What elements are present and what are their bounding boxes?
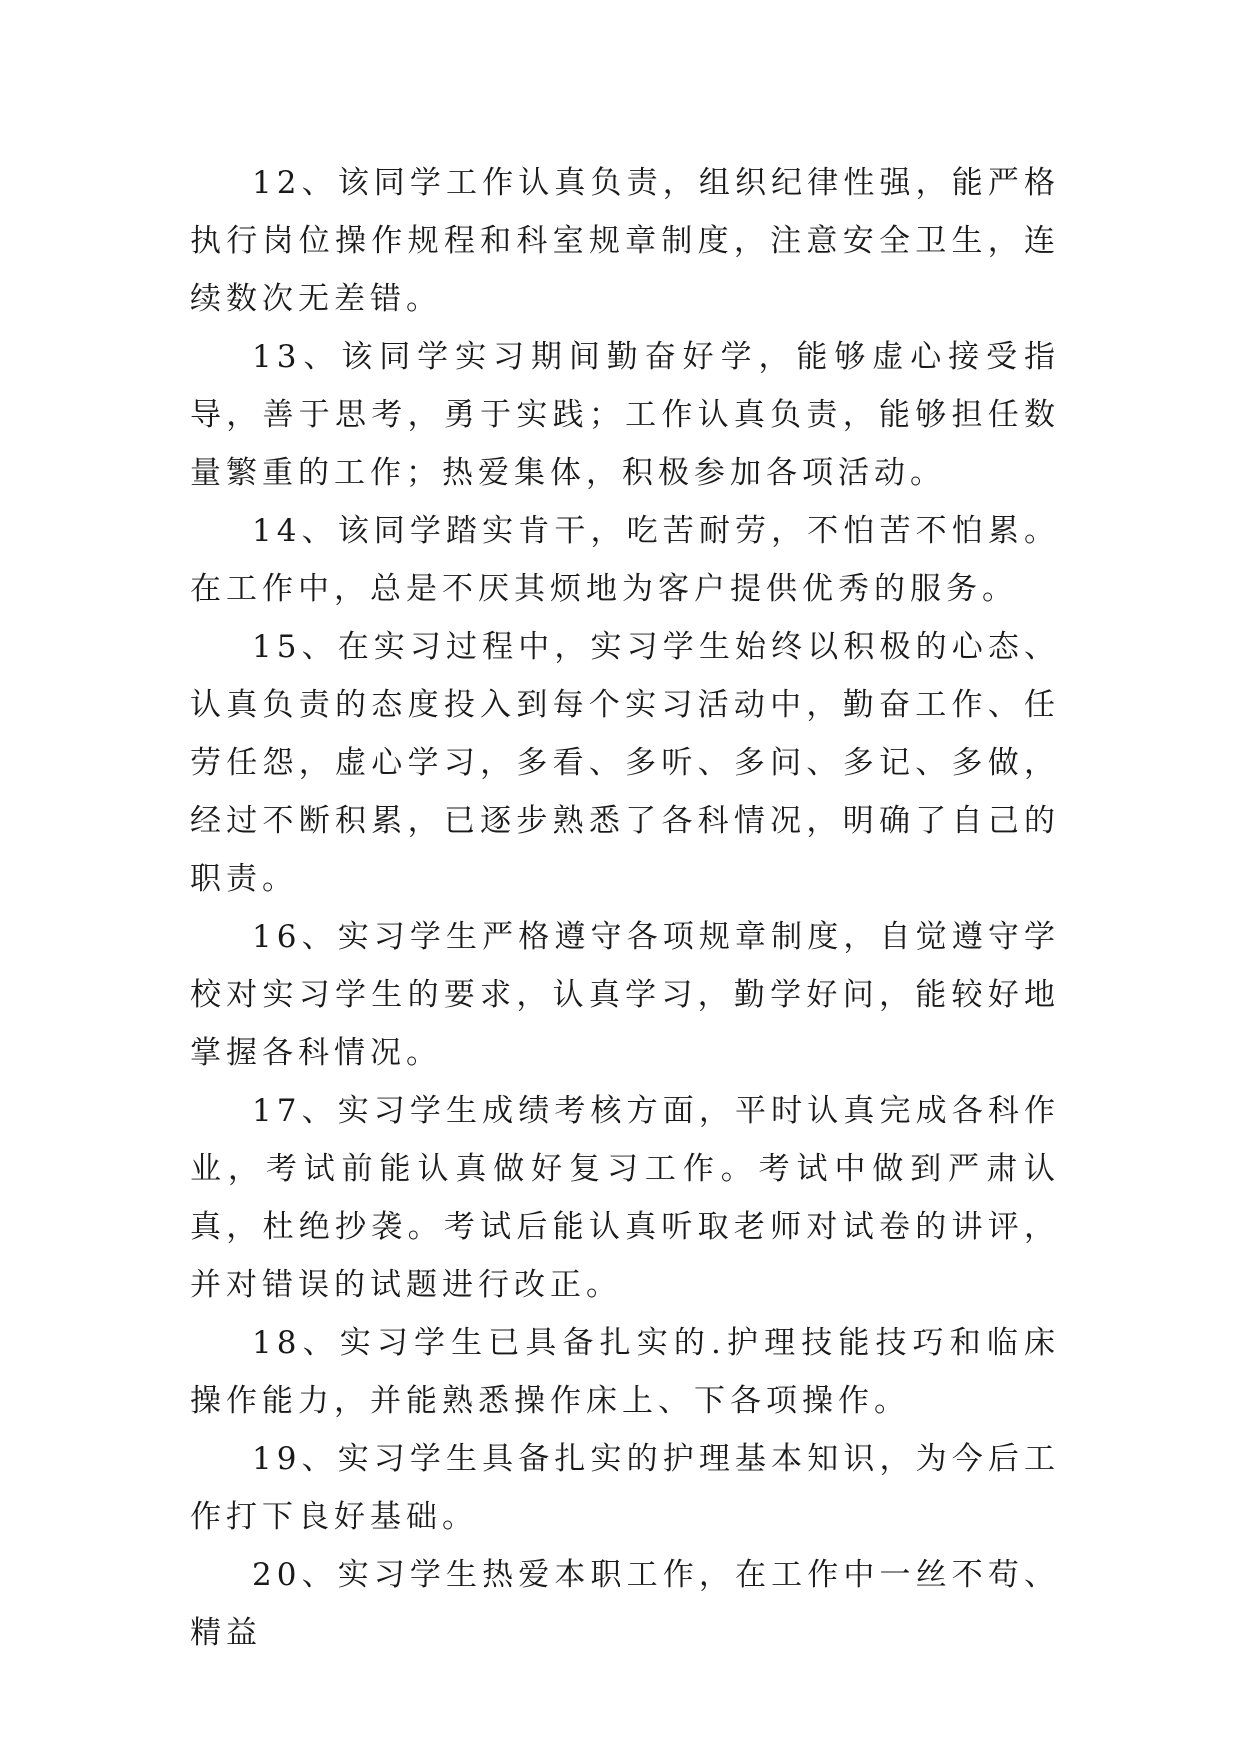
paragraph-19: 19、实习学生具备扎实的护理基本知识，为今后工作打下良好基础。 <box>190 1441 1060 1535</box>
paragraph-14: 14、该同学踏实肯干，吃苦耐劳，不怕苦不怕累。在工作中，总是不厌其烦地为客户提供优秀的服务。 <box>190 513 1060 607</box>
paragraph-13: 13、该同学实习期间勤奋好学，能够虚心接受指导，善于思考，勇于实践；工作认真负责，能够担任数量繁重的工作；热爱集体，积极参加各项活动。 <box>190 339 1060 491</box>
paragraph-17: 17、实习学生成绩考核方面，平时认真完成各科作业，考试前能认真做好复习工作。考试中做到严肃认真，杜绝抄袭。考试后能认真听取老师对试卷的讲评，并对错误的试题进行改正。 <box>190 1093 1060 1303</box>
paragraph-15: 15、在实习过程中，实习学生始终以积极的心态、认真负责的态度投入到每个实习活动中，勤奋工作、任劳任怨，虚心学习，多看、多听、多问、多记、多做，经过不断积累，已逐步熟悉了各科情况，明确了自己的职责。 <box>190 629 1060 897</box>
paragraph-18: 18、实习学生已具备扎实的.护理技能技巧和临床操作能力，并能熟悉操作床上、下各项操作。 <box>190 1325 1060 1419</box>
paragraph-20: 20、实习学生热爱本职工作，在工作中一丝不苟、精益 <box>190 1557 1060 1651</box>
paragraph-16: 16、实习学生严格遵守各项规章制度，自觉遵守学校对实习学生的要求，认真学习，勤学好问，能较好地掌握各科情况。 <box>190 919 1060 1071</box>
document-body <box>190 154 1060 1662</box>
paragraph-12: 12、该同学工作认真负责，组织纪律性强，能严格执行岗位操作规程和科室规章制度，注意安全卫生，连续数次无差错。 <box>190 165 1060 317</box>
